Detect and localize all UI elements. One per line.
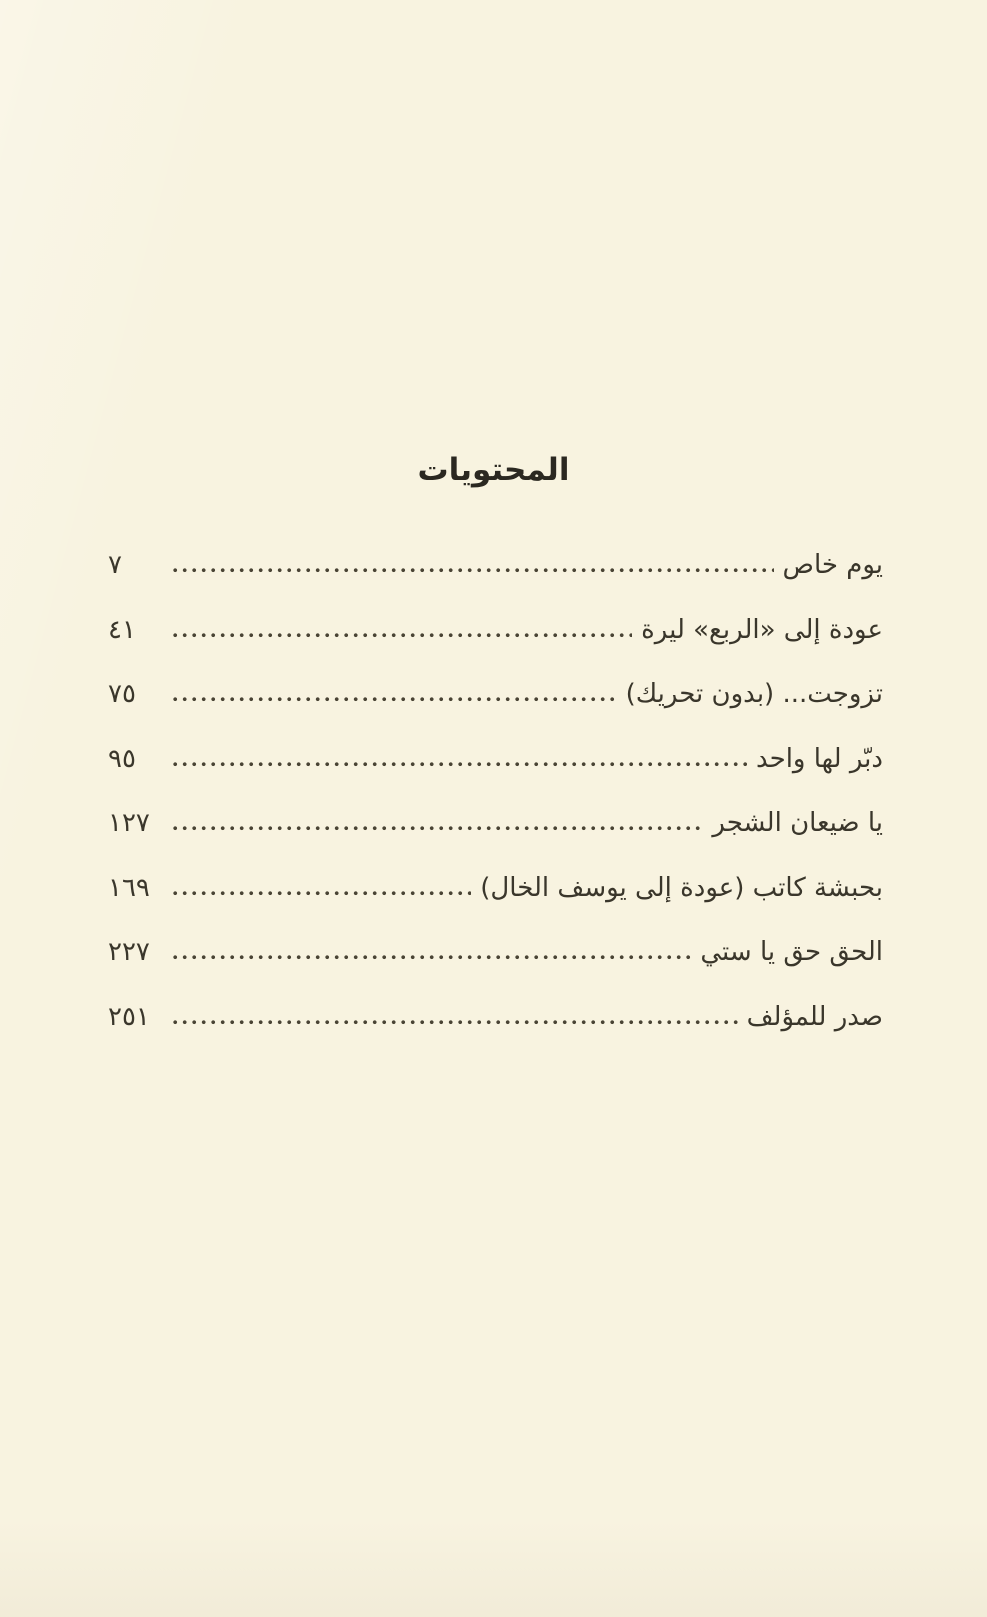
- toc-row: [108, 615, 883, 680]
- chapter-title: يا ضيعان الشجر: [712, 808, 883, 838]
- chapter-title: صدر للمؤلف: [746, 1001, 883, 1032]
- page-number: ١٢٧: [108, 808, 150, 838]
- dot-leader: [173, 697, 617, 702]
- chapter-title: يوم خاص: [782, 550, 883, 580]
- dot-leader: [173, 826, 703, 831]
- toc-row: [108, 744, 883, 809]
- page-number: ٢٥١: [108, 1001, 150, 1032]
- dot-leader: [173, 891, 471, 896]
- page-title: المحتويات: [417, 452, 570, 488]
- dot-leader: [173, 568, 774, 573]
- page-number: ٢٢٧: [108, 937, 150, 967]
- dot-leader: [173, 955, 691, 960]
- toc-row: [108, 550, 883, 615]
- chapter-title: تزوجت... (بدون تحريك): [625, 679, 883, 709]
- toc-row: [108, 679, 883, 744]
- dot-leader: [173, 1020, 738, 1025]
- chapter-title: بحبشة كاتب (عودة إلى يوسف الخال): [480, 872, 883, 903]
- toc-row: [108, 873, 883, 938]
- page-number: ٩٥: [108, 743, 136, 774]
- page-number: ٧: [108, 550, 122, 580]
- toc-list: [0, 550, 987, 1066]
- chapter-title: عودة إلى «الربع» ليرة: [641, 614, 883, 645]
- toc-row: [108, 937, 883, 1002]
- chapter-title: الحق حق يا ستي: [700, 937, 883, 967]
- toc-row: [108, 808, 883, 873]
- dot-leader: [173, 762, 747, 767]
- chapter-title: دبّر لها واحد: [755, 743, 883, 774]
- page-number: ١٦٩: [108, 872, 150, 903]
- page-number: ٤١: [108, 614, 136, 645]
- dot-leader: [173, 633, 632, 638]
- toc-row: [108, 1002, 883, 1067]
- page-number: ٧٥: [108, 679, 136, 709]
